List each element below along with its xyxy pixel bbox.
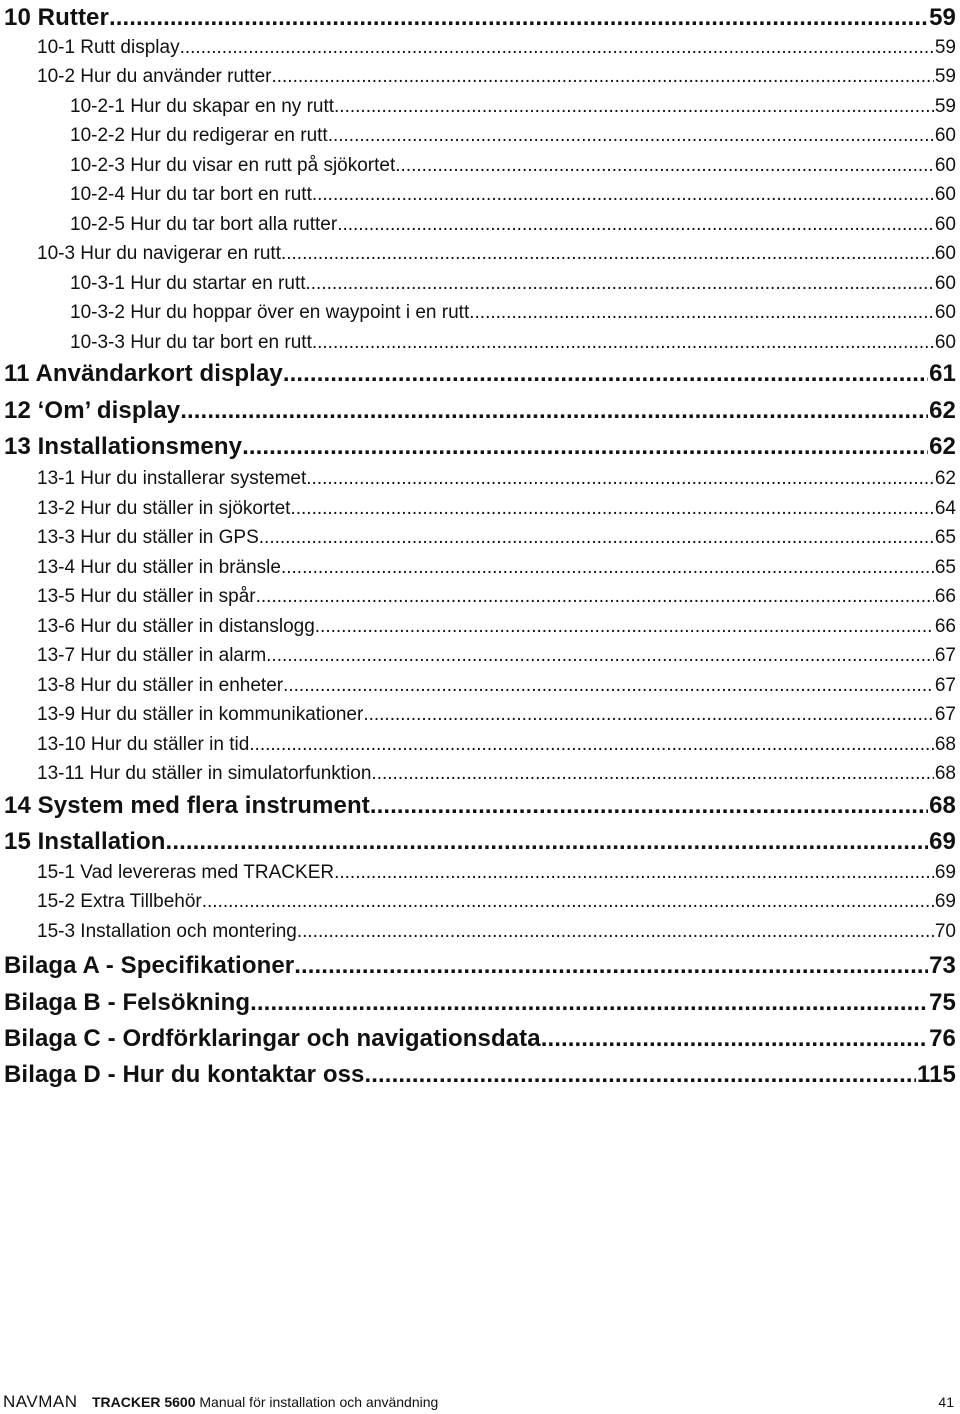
toc-dot-leader — [370, 792, 928, 820]
toc-dot-leader — [290, 498, 933, 520]
toc-dot-leader — [266, 645, 934, 667]
toc-entry-page: 60 — [934, 214, 956, 235]
toc-entry-title: 13-11 Hur du ställer in simulatorfunktion — [37, 763, 372, 784]
toc-dot-leader — [395, 155, 934, 177]
toc-entry-title: 13-1 Hur du installerar systemet — [37, 468, 307, 489]
toc-entry[interactable] — [37, 638, 956, 667]
toc-entry-page: 115 — [916, 1061, 956, 1088]
toc-entry-page: 59 — [929, 4, 956, 31]
toc-entry-title: 14 System med flera instrument — [4, 792, 370, 819]
toc-dot-leader — [180, 37, 934, 59]
toc-entry-title: 10-2 Hur du använder rutter — [37, 66, 272, 87]
toc-entry-page: 70 — [934, 921, 956, 942]
toc-entry[interactable] — [37, 914, 956, 943]
toc-dot-leader — [259, 527, 934, 549]
toc-dot-leader — [334, 862, 934, 884]
toc-entry-page: 59 — [934, 37, 956, 58]
toc-dot-leader — [469, 302, 934, 324]
toc-dot-leader — [315, 616, 934, 638]
page-number: 41 — [938, 1394, 954, 1410]
toc-entry[interactable] — [70, 89, 956, 118]
toc-entry[interactable] — [37, 668, 956, 697]
toc-dot-leader — [328, 125, 934, 147]
toc-entry[interactable] — [4, 824, 956, 856]
toc-dot-leader — [249, 734, 934, 756]
toc-entry-page: 64 — [934, 498, 956, 519]
toc-entry-page: 65 — [934, 557, 956, 578]
toc-entry-title: 13-10 Hur du ställer in tid — [37, 734, 250, 755]
toc-entry[interactable] — [37, 520, 956, 549]
toc-entry-page: 76 — [929, 1025, 956, 1052]
toc-entry[interactable] — [37, 756, 956, 785]
toc-dot-leader — [337, 214, 934, 236]
toc-entry-page: 60 — [934, 302, 956, 323]
toc-entry-page: 60 — [934, 125, 956, 146]
toc-entry-page: 69 — [929, 828, 956, 855]
toc-entry[interactable] — [4, 393, 956, 425]
toc-entry-page: 59 — [934, 66, 956, 87]
toc-entry-page: 60 — [934, 332, 956, 353]
toc-dot-leader — [166, 828, 929, 856]
toc-entry[interactable] — [37, 579, 956, 608]
toc-dot-leader — [294, 952, 928, 980]
toc-entry-title: 10-2-2 Hur du redigerar en rutt — [70, 125, 328, 146]
toc-dot-leader — [306, 273, 934, 295]
toc-entry-page: 68 — [934, 763, 956, 784]
toc-entry-title: 13-5 Hur du ställer in spår — [37, 586, 256, 607]
toc-entry-title: 10-3-2 Hur du hoppar över en waypoint i en rutt — [70, 302, 470, 323]
toc-entry-title: 13-2 Hur du ställer in sjökortet — [37, 498, 291, 519]
toc-entry-title: 15-3 Installation och montering — [37, 921, 297, 942]
toc-entry-page: 59 — [934, 96, 956, 117]
toc-dot-leader — [180, 397, 928, 425]
toc-entry-page: 67 — [934, 704, 956, 725]
toc-entry-page: 66 — [934, 586, 956, 607]
toc-entry-title: 10-3-3 Hur du tar bort en rutt — [70, 332, 312, 353]
manual-subtitle: Manual för installation och användning — [199, 1394, 439, 1410]
toc-entry-title: 10-3 Hur du navigerar en rutt — [37, 243, 281, 264]
toc-entry-page: 62 — [929, 397, 956, 424]
toc-entry-title: 11 Användarkort display — [4, 360, 283, 387]
toc-dot-leader — [281, 243, 934, 265]
toc-entry[interactable] — [70, 148, 956, 177]
toc-entry-page: 67 — [934, 645, 956, 666]
toc-entry[interactable] — [37, 461, 956, 490]
toc-entry-page: 65 — [934, 527, 956, 548]
toc-entry[interactable] — [70, 295, 956, 324]
toc-dot-leader — [363, 704, 934, 726]
toc-entry[interactable] — [70, 325, 956, 354]
toc-entry-title: 10-2-1 Hur du skapar en ny rutt — [70, 96, 335, 117]
toc-entry[interactable] — [37, 727, 956, 756]
brand-logo: NAVMAN — [3, 1392, 78, 1411]
toc-entry[interactable] — [37, 884, 956, 913]
toc-entry-title: 12 ‘Om’ display — [4, 397, 181, 424]
toc-entry-page: 73 — [929, 952, 956, 979]
toc-entry-title: Bilaga C - Ordförklaringar och navigationsdata — [4, 1025, 541, 1052]
toc-entry-title: 15-2 Extra Tillbehör — [37, 891, 202, 912]
toc-entry-page: 60 — [934, 273, 956, 294]
toc-dot-leader — [334, 96, 934, 118]
model-name: TRACKER 5600 — [92, 1394, 196, 1410]
toc-entry-title: 13-4 Hur du ställer in bränsle — [37, 557, 281, 578]
toc-entry-page: 67 — [934, 675, 956, 696]
toc-entry-title: 10-3-1 Hur du startar en rutt — [70, 273, 306, 294]
toc-entry-page: 60 — [934, 155, 956, 176]
toc-entry-title: 13-8 Hur du ställer in enheter — [37, 675, 284, 696]
toc-entry-page: 75 — [929, 989, 956, 1016]
toc-entry[interactable] — [4, 1057, 956, 1089]
toc-entry-title: 13-6 Hur du ställer in distanslogg — [37, 616, 315, 637]
toc-entry[interactable] — [70, 177, 956, 206]
toc-entry[interactable] — [4, 356, 956, 388]
toc-entry-title: 10-2-3 Hur du visar en rutt på sjökortet — [70, 155, 396, 176]
toc-entry-page: 62 — [934, 468, 956, 489]
toc-entry[interactable] — [4, 1021, 956, 1053]
toc-entry[interactable] — [37, 59, 956, 88]
toc-dot-leader — [109, 4, 928, 32]
toc-dot-leader — [541, 1025, 928, 1053]
toc-entry-page: 60 — [934, 184, 956, 205]
toc-entry-page: 60 — [934, 243, 956, 264]
toc-dot-leader — [283, 360, 928, 388]
toc-entry-title: 13-7 Hur du ställer in alarm — [37, 645, 267, 666]
toc-entry-title: Bilaga D - Hur du kontaktar oss — [4, 1061, 365, 1088]
toc-entry-title: 13 Installationsmeny — [4, 433, 243, 460]
toc-entry-page: 68 — [934, 734, 956, 755]
toc-entry[interactable] — [4, 429, 956, 461]
toc-entry-page: 66 — [934, 616, 956, 637]
toc-entry[interactable] — [70, 266, 956, 295]
toc-entry[interactable] — [37, 491, 956, 520]
toc-entry[interactable] — [37, 236, 956, 265]
toc-entry-title: 13-3 Hur du ställer in GPS — [37, 527, 259, 548]
toc-entry-title: 15 Installation — [4, 828, 166, 855]
toc-entry-title: 15-1 Vad levereras med TRACKER — [37, 862, 335, 883]
toc-entry-page: 68 — [929, 792, 956, 819]
toc-entry-page: 69 — [934, 891, 956, 912]
toc-entry-title: Bilaga A - Specifikationer — [4, 952, 295, 979]
toc-dot-leader — [312, 184, 934, 206]
toc-entry-page: 69 — [934, 862, 956, 883]
toc-dot-leader — [365, 1061, 916, 1089]
toc-entry[interactable] — [4, 985, 956, 1017]
toc-entry[interactable] — [70, 207, 956, 236]
toc-entry[interactable] — [70, 118, 956, 147]
toc-entry-title: Bilaga B - Felsökning — [4, 989, 251, 1016]
toc-entry-title: 10 Rutter — [4, 4, 109, 31]
toc-entry-page: 62 — [929, 433, 956, 460]
toc-entry-title: 10-1 Rutt display — [37, 37, 180, 58]
toc-entry[interactable] — [37, 609, 956, 638]
toc-entry-page: 61 — [929, 360, 956, 387]
toc-entry[interactable] — [37, 697, 956, 726]
toc-dot-leader — [312, 332, 934, 354]
toc-dot-leader — [202, 891, 934, 913]
manual-title — [92, 1394, 438, 1410]
toc-dot-leader — [306, 468, 934, 490]
toc-dot-leader — [256, 586, 934, 608]
toc-entry[interactable] — [37, 855, 956, 884]
toc-dot-leader — [371, 763, 933, 785]
toc-dot-leader — [281, 557, 934, 579]
toc-dot-leader — [242, 433, 928, 461]
toc-dot-leader — [283, 675, 934, 697]
toc-entry[interactable] — [37, 30, 956, 59]
toc-dot-leader — [271, 66, 933, 88]
toc-entry-title: 10-2-4 Hur du tar bort en rutt — [70, 184, 312, 205]
toc-entry[interactable] — [4, 948, 956, 980]
toc-dot-leader — [297, 921, 934, 943]
toc-dot-leader — [250, 989, 928, 1017]
toc-entry[interactable] — [4, 0, 956, 32]
toc-entry[interactable] — [37, 550, 956, 579]
toc-entry-title: 13-9 Hur du ställer in kommunikationer — [37, 704, 364, 725]
page-footer — [0, 1390, 960, 1414]
toc-entry[interactable] — [4, 788, 956, 820]
toc-entry-title: 10-2-5 Hur du tar bort alla rutter — [70, 214, 338, 235]
